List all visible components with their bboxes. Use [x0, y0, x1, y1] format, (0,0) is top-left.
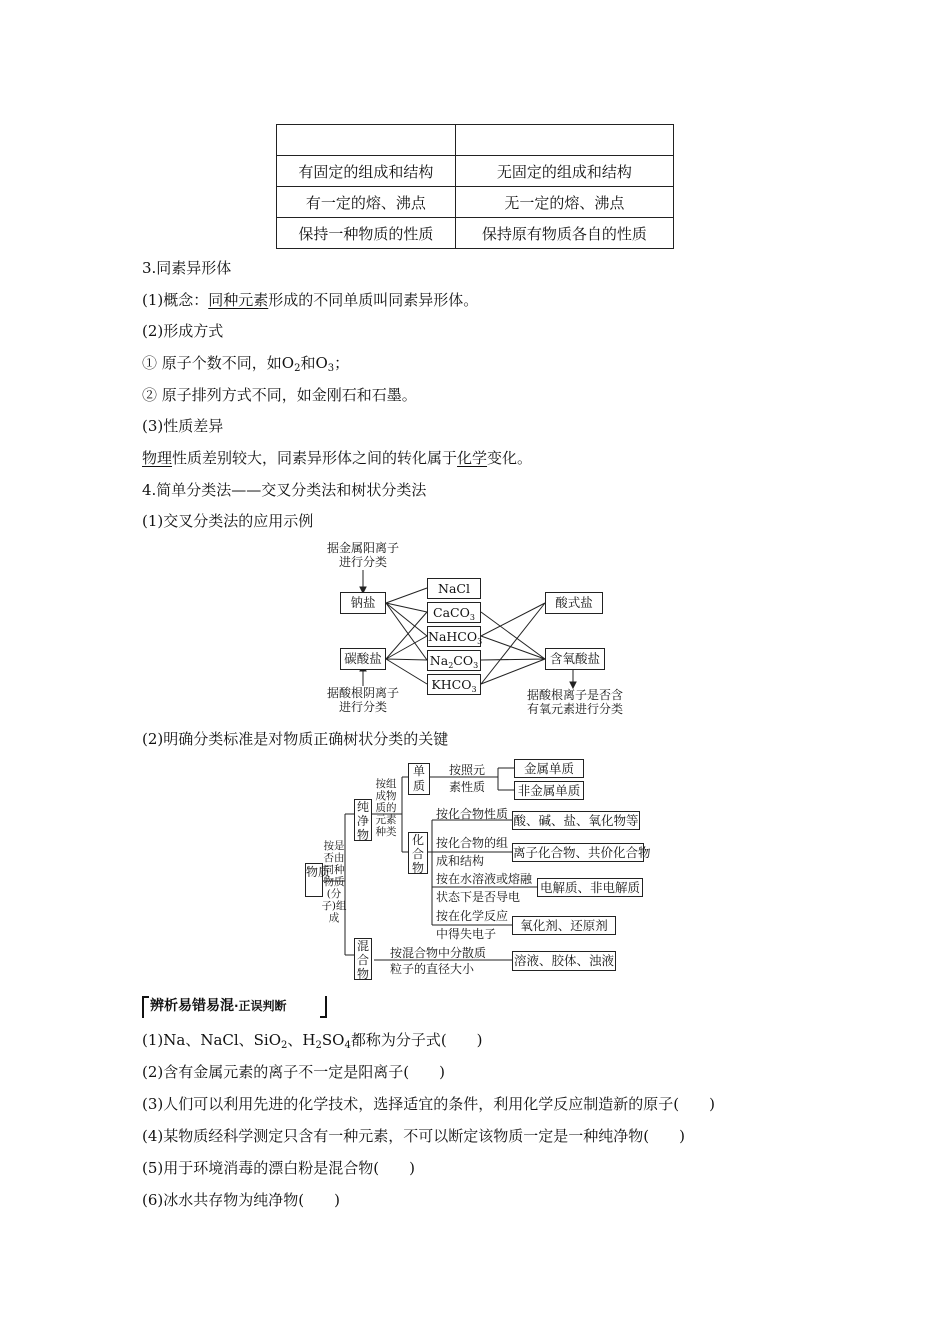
- subscript: 4: [344, 1040, 351, 1051]
- table-cell: 保持原有物质各自的性质: [455, 218, 673, 249]
- text: ；: [334, 354, 350, 372]
- mixture-basis-1: 按混合物中分散质: [390, 946, 487, 960]
- subscript: 3: [327, 363, 335, 374]
- compound-basis-structure-1: 按化合物的组: [436, 836, 509, 850]
- table-cell: 有一定的熔、沸点: [277, 187, 456, 218]
- root-basis: 按是否由同种物质(分子)组成: [321, 840, 347, 924]
- khco3-box: $KHCO_3$: [427, 674, 481, 695]
- s3-formation-title: (2)形成方式: [142, 322, 224, 340]
- s4-tree-title: (2)明确分类标准是对物质正确树状分类的关键: [142, 730, 449, 748]
- element-basis-2: 素性质: [448, 780, 485, 794]
- pure-basis: 按组成物质的元素种类: [375, 778, 397, 838]
- nacl-box: NaCl: [427, 578, 481, 599]
- caco3-box: CaCO$_3$: [427, 602, 481, 623]
- na2co3-box: $Na_2CO_3$: [427, 650, 481, 671]
- text: 都称为分子式( ): [350, 1031, 483, 1049]
- s3-properties-title: (3)性质差异: [142, 417, 224, 435]
- quiz-item-6: (6)冰水共存物为纯净物( ): [142, 1191, 340, 1209]
- metal-element-box: 金属单质: [514, 759, 584, 778]
- compound-redox-result: 氧化剂、还原剂: [512, 916, 616, 935]
- section-3-title: 3.同素异形体: [142, 259, 232, 277]
- compound-basis-property: 按化合物性质: [436, 807, 509, 821]
- compound-conduct-result: 电解质、非电解质: [537, 878, 643, 897]
- compound-basis-conduct-2: 状态下是否导电: [436, 890, 521, 904]
- compound-basis-redox-2: 中得失电子: [436, 927, 497, 941]
- compound-box: 化合物: [408, 832, 428, 874]
- subscript: 2: [294, 363, 301, 374]
- quiz-item-2: (2)含有金属元素的离子不一定是阳离子( ): [142, 1063, 445, 1081]
- root-label: 物质: [306, 865, 331, 879]
- s3-formation-b: ② 原子排列方式不同，如金刚石和石墨。: [142, 386, 417, 404]
- element-box: 单质: [408, 763, 430, 795]
- bottom-right-note-2: 有氧元素进行分类: [526, 702, 623, 716]
- quiz-tag: [142, 994, 295, 1018]
- mixture-result: 溶液、胶体、浊液: [512, 951, 616, 971]
- text: ① 原子个数不同，如O: [142, 354, 295, 372]
- sodium-salt-box: 钠盐: [340, 592, 386, 614]
- top-note-2: 进行分类: [338, 555, 387, 569]
- tag-sub: ·正误判断: [234, 999, 287, 1013]
- table-cell: 无一定的熔、沸点: [455, 187, 673, 218]
- underlined-text: 同种元素: [208, 291, 269, 309]
- acid-salt-box: 酸式盐: [545, 592, 603, 614]
- text: 性质差别较大，同素异形体之间的转化属于: [172, 449, 458, 467]
- quiz-item-3: (3)人们可以利用先进的化学技术，选择适宜的条件，利用化学反应制造新的原子( ): [142, 1095, 715, 1113]
- pure-substance-box: 纯净物: [354, 799, 372, 841]
- table-cell: 无固定的组成和结构: [455, 156, 673, 187]
- quiz-item-5: (5)用于环境消毒的漂白粉是混合物( ): [142, 1159, 415, 1177]
- bottom-left-note-2: 进行分类: [338, 700, 387, 714]
- quiz-item-1: [142, 1030, 483, 1056]
- compound-basis-redox-1: 按在化学反应: [436, 909, 509, 923]
- carbonate-box: 碳酸盐: [340, 648, 386, 670]
- compound-structure-result: 离子化合物、共价化合物: [513, 845, 651, 860]
- underlined-text: 化学: [457, 449, 488, 467]
- element-basis-1: 按照元: [448, 763, 485, 777]
- s4-cross-title: (1)交叉分类法的应用示例: [142, 512, 314, 530]
- text: 形成的不同单质叫同素异形体。: [268, 291, 479, 309]
- text: (1)Na、NaCl、SiO: [142, 1031, 282, 1049]
- underlined-text: 物理: [142, 449, 173, 467]
- text: (1)概念：: [142, 291, 209, 309]
- nonmetal-element-box: 非金属单质: [514, 781, 584, 800]
- top-note-1: 据金属阳离子: [326, 541, 399, 555]
- section-4-title: 4.简单分类法——交叉分类法和树状分类法: [142, 481, 427, 499]
- tag-bracket-right: [320, 996, 327, 1018]
- mixture-basis-2: 粒子的直径大小: [390, 962, 475, 976]
- subscript: 2: [281, 1040, 288, 1051]
- mixture-box: 混合物: [354, 938, 372, 980]
- quiz-item-4: (4)某物质经科学测定只含有一种元素，不可以断定该物质一定是一种纯净物( ): [142, 1127, 685, 1145]
- tag-main: 辨析易错易混: [150, 998, 234, 1014]
- subscript: 2: [315, 1040, 322, 1051]
- text: 和O: [300, 354, 328, 372]
- bottom-left-note-1: 据酸根阴离子: [326, 686, 399, 700]
- oxyacid-salt-box: 含氧酸盐: [545, 648, 605, 670]
- bottom-right-note-1: 据酸根离子是否含: [526, 688, 623, 702]
- text: 、H: [287, 1031, 316, 1049]
- compound-basis-conduct-1: 按在水溶液或熔融: [436, 872, 533, 886]
- compound-basis-structure-2: 成和结构: [436, 854, 485, 868]
- compound-property-result: 酸、碱、盐、氧化物等: [513, 813, 639, 828]
- nahco3-box: NaHCO$_3$: [427, 626, 481, 647]
- text: SO: [321, 1031, 345, 1049]
- table-cell: 有固定的组成和结构: [277, 156, 456, 187]
- table-cell: 保持一种物质的性质: [277, 218, 456, 249]
- text: 变化。: [487, 449, 533, 467]
